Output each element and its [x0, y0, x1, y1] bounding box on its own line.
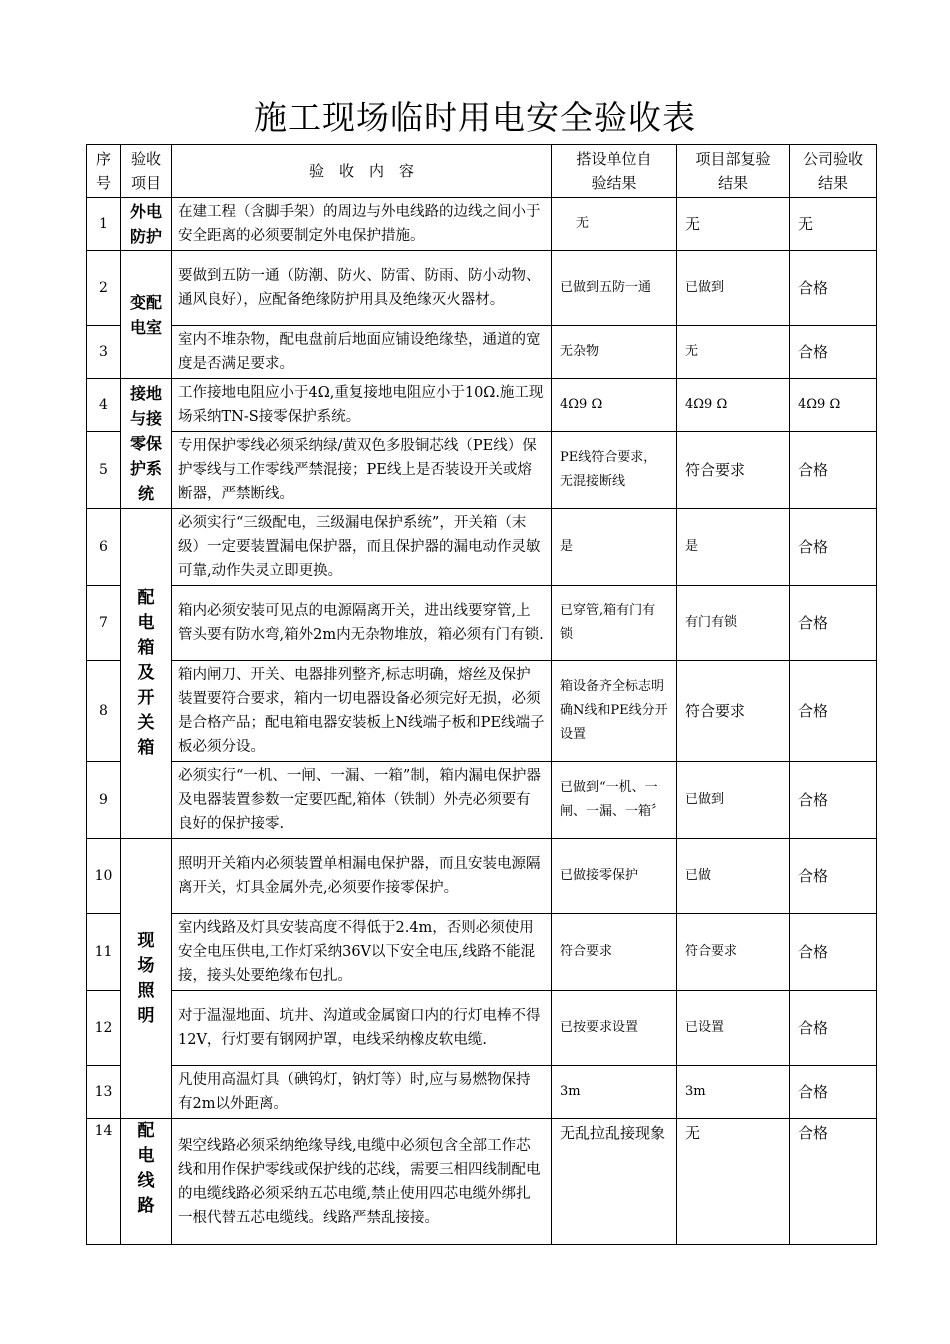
row-number: 2: [87, 251, 121, 326]
category-grounding: 接地与接零保护系统: [121, 379, 172, 509]
row-content: 照明开关箱内必须装置单相漏电保护器，而且安装电源隔离开关，灯具金属外壳,必须要作接零保护。: [172, 839, 552, 914]
header-project-check: 项目部复验结果: [677, 145, 790, 198]
row-content: 凡使用高温灯具（碘钨灯，钠灯等）时,应与易燃物保持有2m以外距离。: [172, 1066, 552, 1119]
row-content: 架空线路必须采纳绝缘导线,电缆中必须包含全部工作芯线和用作保护零线或保护线的芯线，需要三相四线制配电的电缆线路必须采纳五芯电缆,禁止使用四芯电缆外绑扎一根代替五芯电缆线。线路严禁乱接接。: [172, 1119, 552, 1245]
company-result: 合格: [790, 991, 877, 1066]
self-result: 已做到“一机、一闸、一漏、一箱〞: [552, 762, 677, 839]
project-result: 无: [677, 326, 790, 379]
table-row: [87, 1119, 877, 1245]
row-number: 3: [87, 326, 121, 379]
category-site-lighting: 现场照明: [121, 839, 172, 1119]
row-content: 对于温湿地面、坑井、沟道或金属窗口内的行灯电棒不得12V，行灯要有钢网护罩，电线采纳橡皮软电缆.: [172, 991, 552, 1066]
self-result: 已按要求设置: [552, 991, 677, 1066]
project-result: 符合要求: [677, 661, 790, 762]
self-result: PE线符合要求，无混接断线: [552, 432, 677, 509]
row-content: 在建工程（含脚手架）的周边与外电线路的边线之间小于安全距离的必须要制定外电保护措施。: [172, 198, 552, 251]
company-result: 合格: [790, 661, 877, 762]
company-result: 合格: [790, 762, 877, 839]
company-result: 合格: [790, 509, 877, 586]
row-content: 专用保护零线必须采纳绿/黄双色多股铜芯线（PE线）保护零线与工作零线严禁混接；PE线上是否装设开关或熔断器，严禁断线。: [172, 432, 552, 509]
self-result: 3m: [552, 1066, 677, 1119]
category-distribution-lines: 配电线路: [121, 1119, 172, 1245]
self-result: 无: [552, 198, 677, 251]
header-self-check: 搭设单位自验结果: [552, 145, 677, 198]
project-result: 已做到: [677, 762, 790, 839]
row-number: 12: [87, 991, 121, 1066]
company-result: 合格: [790, 326, 877, 379]
table-row: [87, 432, 877, 509]
category-external-protection: 外电防护: [121, 198, 172, 251]
row-content: 室内不堆杂物，配电盘前后地面应铺设绝缘垫，通道的宽度是否满足要求。: [172, 326, 552, 379]
header-item: 验收项目: [121, 145, 172, 198]
page-title: 施工现场临时用电安全验收表: [254, 98, 696, 137]
project-result: 符合要求: [677, 914, 790, 991]
row-number: 5: [87, 432, 121, 509]
row-content: 箱内必须安装可见点的电源隔离开关，进出线要穿管,上管头要有防水弯,箱外2m内无杂物堆放，箱必须有门有锁.: [172, 586, 552, 661]
table-row: [87, 661, 877, 762]
row-content: 必须实行“三级配电，三级漏电保护系统”，开关箱（末级）一定要装置漏电保护器，而且保护器的漏电动作灵敏可靠,动作失灵立即更换。: [172, 509, 552, 586]
project-result: 已做到: [677, 251, 790, 326]
header-company-check: 公司验收结果: [790, 145, 877, 198]
row-content: 箱内闸刀、开关、电器排列整齐,标志明确，熔丝及保护装置要符合要求，箱内一切电器设备必须完好无损，必须是合格产品；配电箱电器安装板上N线端子板和PE线端子板必须分设。: [172, 661, 552, 762]
self-result: 无杂物: [552, 326, 677, 379]
header-no: 序号: [87, 145, 121, 198]
project-result: 符合要求: [677, 432, 790, 509]
row-number: 14: [87, 1119, 121, 1245]
self-result: 已做到五防一通: [552, 251, 677, 326]
row-content: 必须实行“一机、一闸、一漏、一箱”制，箱内漏电保护器及电器装置参数一定要匹配,箱体（铁制）外壳必须要有良好的保护接零.: [172, 762, 552, 839]
table-row: [87, 586, 877, 661]
row-number: 11: [87, 914, 121, 991]
project-result: 无: [677, 1119, 790, 1245]
company-result: 合格: [790, 1066, 877, 1119]
row-number: 10: [87, 839, 121, 914]
self-result: 已穿管,箱有门有锁: [552, 586, 677, 661]
header-row: [87, 145, 877, 198]
table-row: [87, 379, 877, 432]
row-number: 13: [87, 1066, 121, 1119]
self-result: 符合要求: [552, 914, 677, 991]
table-row: [87, 326, 877, 379]
company-result: 合格: [790, 432, 877, 509]
table-row: [87, 914, 877, 991]
project-result: 已做: [677, 839, 790, 914]
company-result: 合格: [790, 586, 877, 661]
project-result: 有门有锁: [677, 586, 790, 661]
row-content: 工作接地电阻应小于4Ω,重复接地电阻应小于10Ω.施工现场采纳TN-S接零保护系统。: [172, 379, 552, 432]
company-result: 无: [790, 198, 877, 251]
table-row: [87, 762, 877, 839]
project-result: 是: [677, 509, 790, 586]
project-result: 4Ω9 Ω: [677, 379, 790, 432]
self-result: 4Ω9 Ω: [552, 379, 677, 432]
header-content: 验 收 内 容: [172, 145, 552, 198]
self-result: 已做接零保护: [552, 839, 677, 914]
row-number: 7: [87, 586, 121, 661]
project-result: 无: [677, 198, 790, 251]
company-result: 合格: [790, 839, 877, 914]
project-result: 已设置: [677, 991, 790, 1066]
company-result: 合格: [790, 914, 877, 991]
company-result: 合格: [790, 251, 877, 326]
row-content: 要做到五防一通（防潮、防火、防雷、防雨、防小动物、通风良好），应配备绝缘防护用具及绝缘灭火器材。: [172, 251, 552, 326]
table-row: [87, 251, 877, 326]
acceptance-table: [86, 144, 877, 1245]
table-row: [87, 839, 877, 914]
company-result: 4Ω9 Ω: [790, 379, 877, 432]
table-row: [87, 991, 877, 1066]
row-number: 9: [87, 762, 121, 839]
row-number: 1: [87, 198, 121, 251]
company-result: 合格: [790, 1119, 877, 1245]
row-number: 4: [87, 379, 121, 432]
row-number: 8: [87, 661, 121, 762]
row-content: 室内线路及灯具安装高度不得低于2.4m，否则必须使用安全电压供电,工作灯采纳36V以下安全电压,线路不能混接，接头处要绝缘布包扎。: [172, 914, 552, 991]
table-row: [87, 198, 877, 251]
category-substation: 变配电室: [121, 251, 172, 379]
self-result: 无乱拉乱接现象: [552, 1119, 677, 1245]
table-row: [87, 509, 877, 586]
table-row: [87, 1066, 877, 1119]
self-result: 是: [552, 509, 677, 586]
self-result: 箱设备齐全标志明确N线和PE线分开设置: [552, 661, 677, 762]
row-number: 6: [87, 509, 121, 586]
category-distribution-box: 配电箱及开关箱: [121, 509, 172, 839]
project-result: 3m: [677, 1066, 790, 1119]
